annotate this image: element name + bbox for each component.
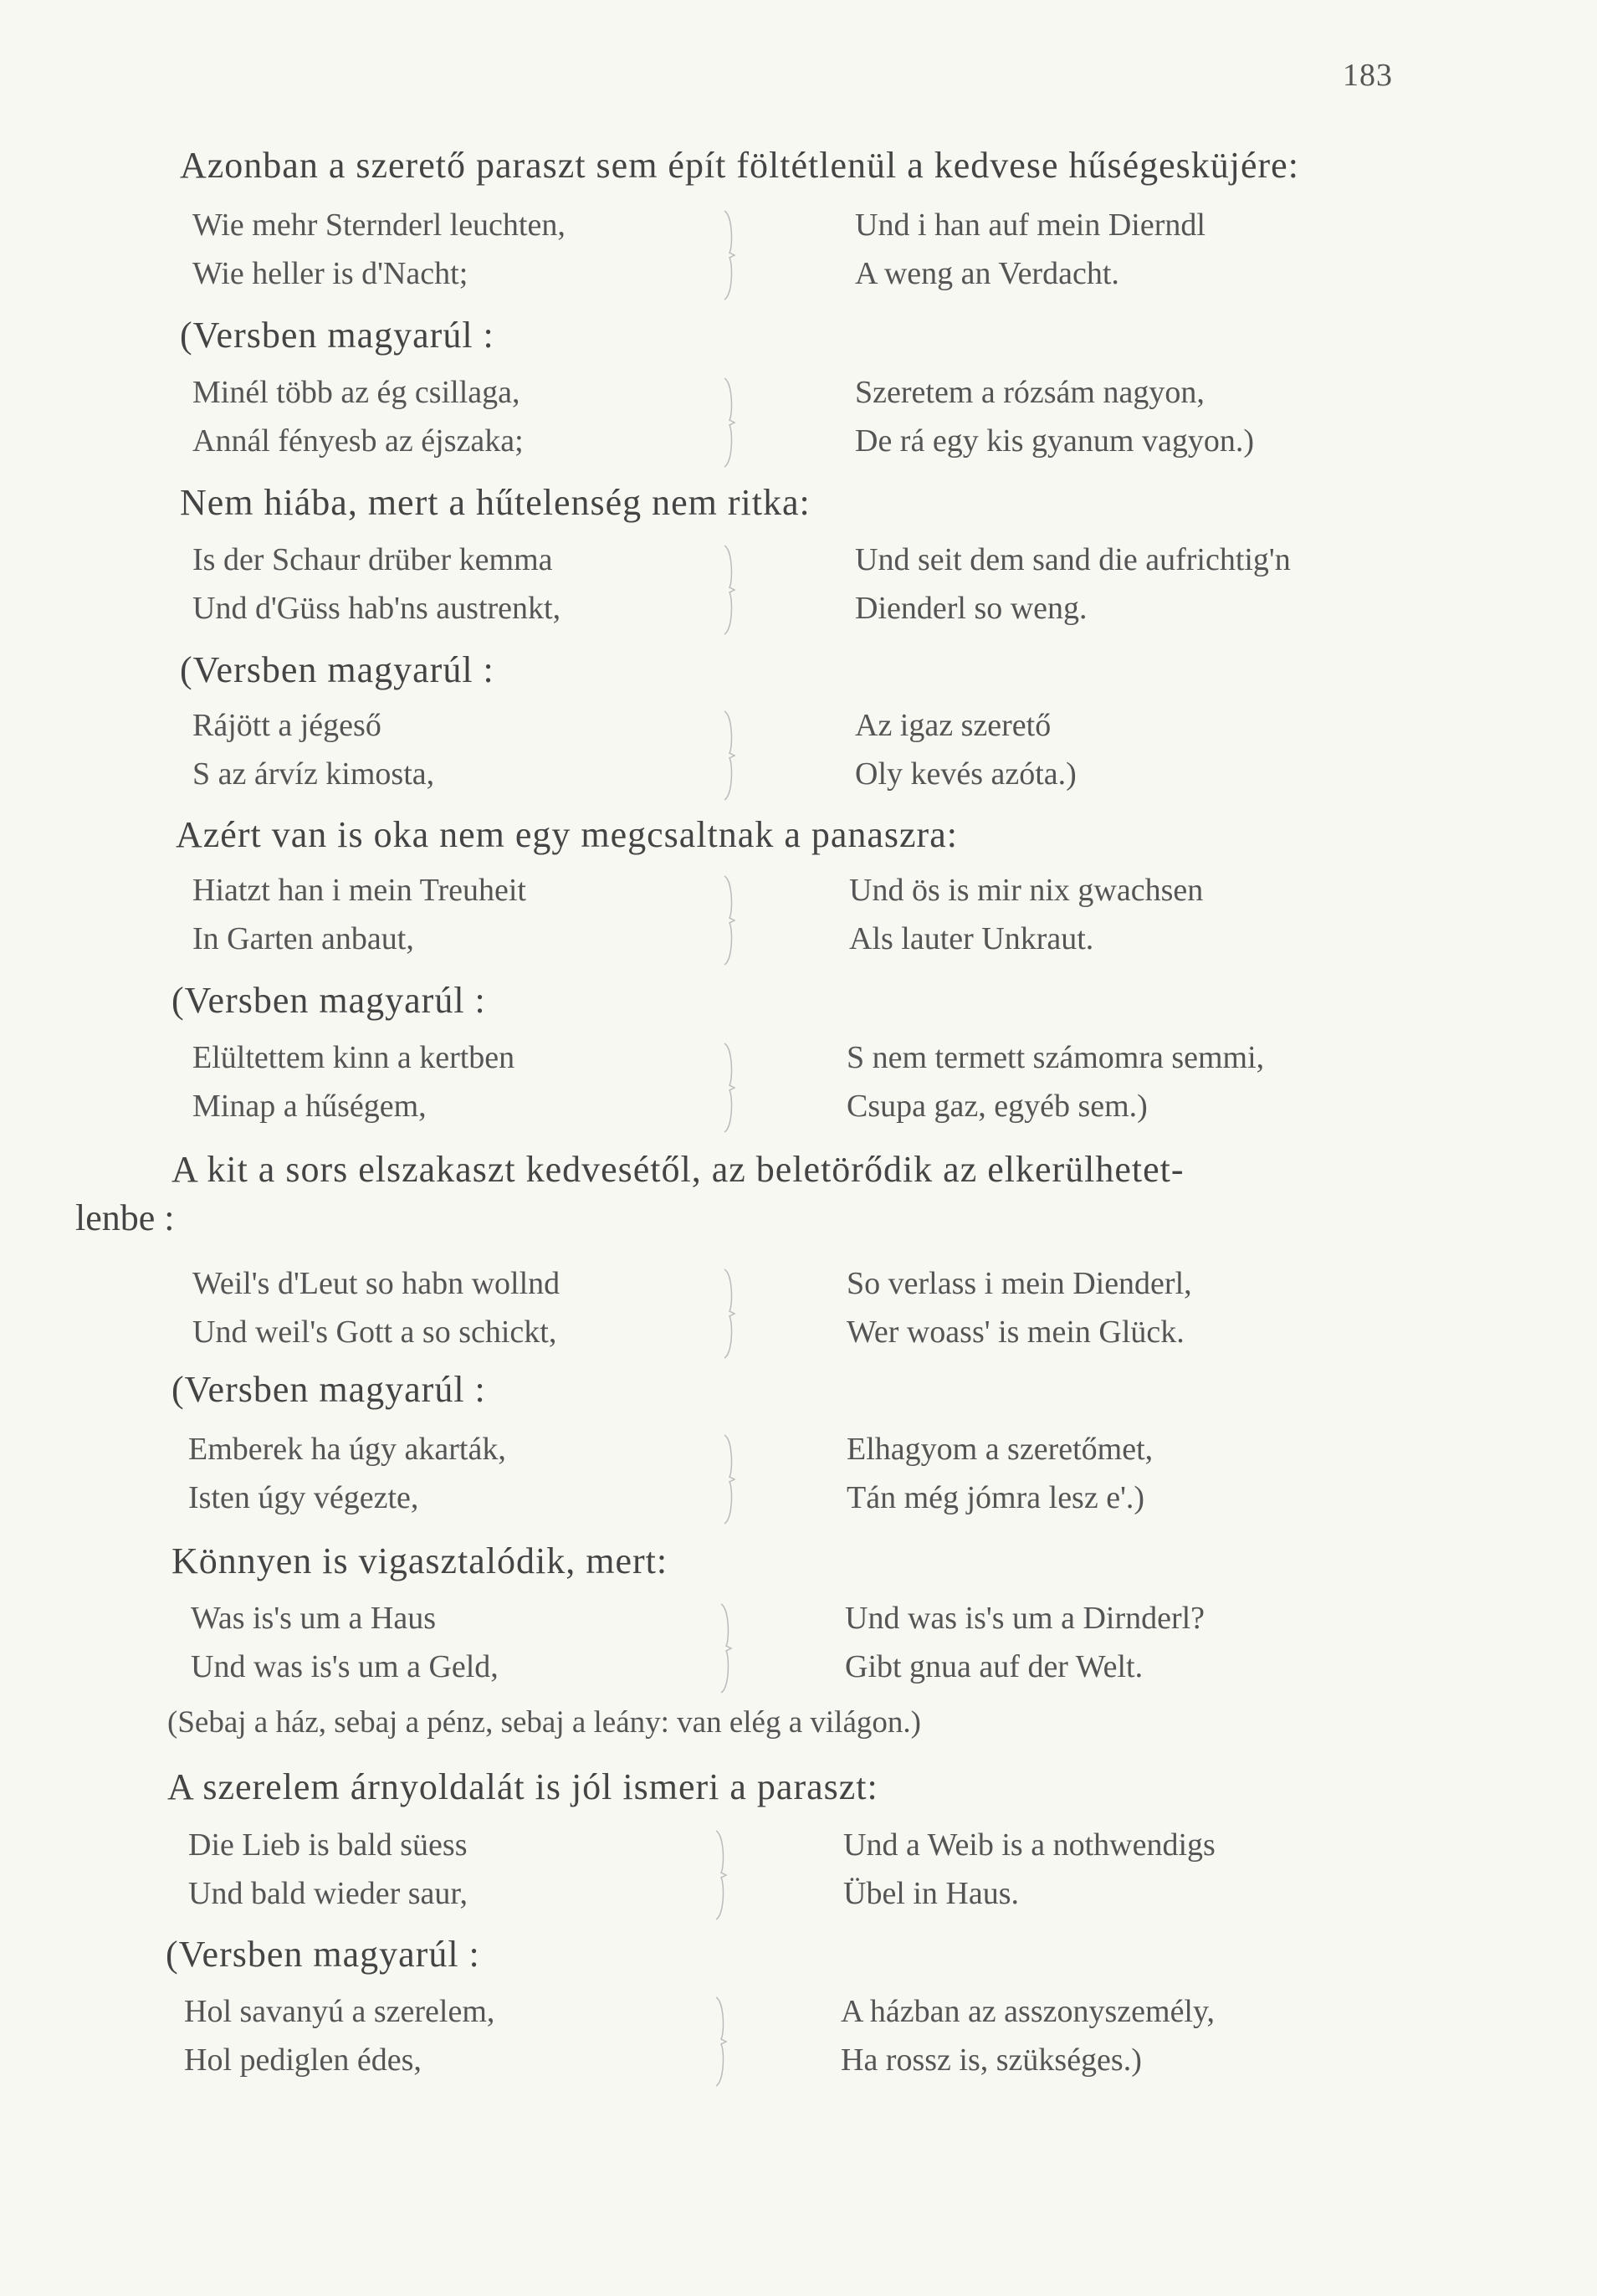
verse-line: Elhagyom a szeretőmet, <box>847 1432 1154 1467</box>
verse-line: Szeretem a rózsám nagyon, <box>855 375 1205 410</box>
stanza-right <box>845 1594 1205 1691</box>
translation-heading: (Versben magyarúl : <box>180 649 494 690</box>
stanza-left <box>192 1033 514 1130</box>
stanza-left <box>188 1821 468 1918</box>
verse-brace <box>721 544 738 636</box>
stanza-left <box>192 368 524 465</box>
verse-line: Und a Weib is a nothwendigs <box>843 1827 1216 1863</box>
intro-paragraph-4: A kit a sors elszakaszt kedvesétől, az beletörődik az elkerülhetet- <box>171 1149 1185 1190</box>
intro-paragraph-4-continuation: lenbe : <box>75 1197 175 1238</box>
verse-line: Die Lieb is bald süess <box>188 1827 468 1863</box>
verse-line: S nem termett számomra semmi, <box>847 1040 1265 1075</box>
verse-brace <box>721 710 738 802</box>
stanza-right <box>855 201 1205 298</box>
verse-line: S az árvíz kimosta, <box>192 756 435 792</box>
verse-line: Hiatzt han i mein Treuheit <box>192 873 526 908</box>
verse-line: De rá egy kis gyanum vagyon.) <box>855 423 1254 459</box>
verse-brace <box>713 1996 729 2088</box>
verse-line: Und was is's um a Dirnderl? <box>845 1601 1205 1636</box>
stanza-right <box>847 1259 1192 1356</box>
verse-line: Isten úgy végezte, <box>188 1480 419 1515</box>
verse-line: Und weil's Gott a so schickt, <box>192 1315 557 1350</box>
stanza-right <box>855 701 1077 798</box>
verse-line: Wer woass' is mein Glück. <box>847 1315 1185 1350</box>
verse-brace <box>713 1829 729 1921</box>
translation-heading: (Versben magyarúl : <box>171 1369 486 1410</box>
verse-line: Weil's d'Leut so habn wollnd <box>192 1266 560 1301</box>
prose-translation-text: (Sebaj a ház, sebaj a pénz, sebaj a leány: van elég a világon.) <box>167 1705 921 1740</box>
page-number: 183 <box>1343 58 1393 93</box>
verse-line: Elültettem kinn a kertben <box>192 1040 515 1075</box>
verse-brace <box>721 1268 738 1360</box>
verse-line: Wie mehr Sternderl leuchten, <box>192 208 566 243</box>
verse-line: Tán még jómra lesz e'.) <box>847 1480 1145 1515</box>
verse-line: Emberek ha úgy akarták, <box>188 1432 506 1467</box>
verse-line: Az igaz szerető <box>855 708 1052 743</box>
stanza-left <box>192 701 434 798</box>
intro-paragraph-3: Azért van is oka nem egy megcsaltnak a panaszra: <box>176 814 958 855</box>
verse-line: Und bald wieder saur, <box>188 1876 468 1911</box>
verse-brace <box>721 1433 738 1525</box>
verse-line: So verlass i mein Dienderl, <box>847 1266 1192 1301</box>
verse-line: Gibt gnua auf der Welt. <box>845 1649 1144 1684</box>
intro-paragraph-1: Azonban a szerető paraszt sem épít föltétlenül a kedvese hűségesküjére: <box>180 145 1299 186</box>
verse-line: A házban az asszonyszemély, <box>841 1994 1216 2029</box>
verse-line: Minél több az ég csillaga, <box>192 375 520 410</box>
stanza-right <box>843 1821 1216 1918</box>
stanza-right <box>847 1425 1153 1522</box>
verse-brace <box>721 874 738 966</box>
verse-line: Hol savanyú a szerelem, <box>184 1994 495 2029</box>
verse-brace <box>721 377 738 469</box>
verse-line: Als lauter Unkraut. <box>849 921 1094 956</box>
verse-line: Und seit dem sand die aufrichtig'n <box>855 542 1291 577</box>
verse-line: Und i han auf mein Dierndl <box>855 208 1205 243</box>
stanza-left <box>184 1987 494 2084</box>
stanza-left <box>192 866 526 963</box>
stanza-left <box>191 1594 499 1691</box>
verse-brace <box>721 1042 738 1134</box>
verse-line: Csupa gaz, egyéb sem.) <box>847 1089 1148 1124</box>
verse-line: Übel in Haus. <box>843 1876 1020 1911</box>
stanza-right <box>855 536 1291 633</box>
intro-paragraph-6: A szerelem árnyoldalát is jól ismeri a paraszt: <box>167 1766 878 1807</box>
translation-heading: (Versben magyarúl : <box>171 980 486 1021</box>
verse-line: In Garten anbaut, <box>192 921 414 956</box>
prose-translation <box>167 1699 921 1747</box>
verse-line: Minap a hűségem, <box>192 1089 427 1124</box>
verse-line: Is der Schaur drüber kemma <box>192 542 553 577</box>
translation-heading: (Versben magyarúl : <box>166 1934 480 1975</box>
stanza-right <box>849 866 1203 963</box>
stanza-left <box>188 1425 506 1522</box>
verse-line: Annál fényesb az éjszaka; <box>192 423 524 459</box>
translation-heading: (Versben magyarúl : <box>180 315 494 356</box>
stanza-right <box>841 1987 1215 2084</box>
verse-line: Dienderl so weng. <box>855 591 1088 626</box>
verse-line: Wie heller is d'Nacht; <box>192 256 468 291</box>
stanza-right <box>847 1033 1264 1130</box>
verse-line: Was is's um a Haus <box>191 1601 436 1636</box>
verse-brace <box>718 1602 735 1694</box>
verse-line: Rájött a jégeső <box>192 708 381 743</box>
verse-line: Und d'Güss hab'ns austrenkt, <box>192 591 561 626</box>
verse-line: Und ös is mir nix gwachsen <box>849 873 1204 908</box>
verse-line: Oly kevés azóta.) <box>855 756 1077 792</box>
stanza-left <box>192 536 560 633</box>
intro-paragraph-5: Könnyen is vigasztalódik, mert: <box>171 1540 668 1581</box>
stanza-left <box>192 201 566 298</box>
verse-line: A weng an Verdacht. <box>855 256 1119 291</box>
intro-paragraph-2: Nem hiába, mert a hűtelenség nem ritka: <box>180 482 811 523</box>
stanza-right <box>855 368 1254 465</box>
verse-brace <box>721 209 738 301</box>
verse-line: Und was is's um a Geld, <box>191 1649 499 1684</box>
stanza-left <box>192 1259 560 1356</box>
verse-line: Ha rossz is, szükséges.) <box>841 2042 1142 2078</box>
verse-line: Hol pediglen édes, <box>184 2042 422 2078</box>
